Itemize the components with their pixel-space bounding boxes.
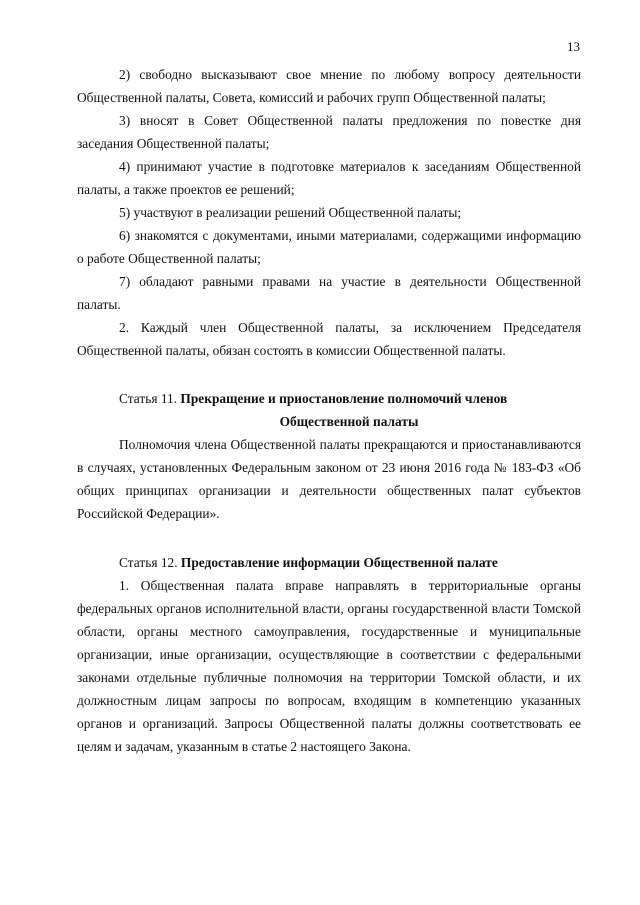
list-item-4: 4) принимают участие в подготовке материалов к заседаниям Общественной палаты, а также проектов ее решений; xyxy=(77,159,581,197)
article-11-title-line2: Общественной палаты xyxy=(279,414,419,429)
article-12-text: 1. Общественная палата вправе направлять в территориальные органы федеральных органов исполнительной власти, органы государственной власти Томской области, органы местного самоуправления, государственные и муниципальные организации, иные организации, осуществляющие в соответствии с федеральными законами отдельные публичные полномочия на территории Томской области, и их должностным лицам запросы по вопросам, входящим в компетенцию указанных органов и организаций. Запросы Общественной палаты должны соответствовать ее целям и задачам, указанным в статье 2 настоящего Закона. xyxy=(77,578,581,754)
article-11-text: Полномочия члена Общественной палаты прекращаются и приостанавливаются в случаях, установленных Федеральным законом от 23 июня 2016 года № 183-ФЗ «Об общих принципах организации и деятельности общественных палат субъектов Российской Федерации». xyxy=(77,437,581,521)
list-item-7: 7) обладают равными правами на участие в деятельности Общественной палаты. xyxy=(77,274,581,312)
list-item-5: 5) участвуют в реализации решений Общественной палаты; xyxy=(119,205,462,220)
article-11-prefix: Статья 11. xyxy=(119,391,181,406)
spacer xyxy=(77,362,581,387)
paragraph-2: 2. Каждый член Общественной палаты, за исключением Председателя Общественной палаты, обязан состоять в комиссии Общественной палаты. xyxy=(77,320,581,358)
article-12-title: Предоставление информации Общественной палате xyxy=(180,555,498,570)
spacer xyxy=(77,525,581,551)
page-number: 13 xyxy=(567,39,580,54)
list-item-3: 3) вносят в Совет Общественной палаты предложения по повестке дня заседания Общественной палаты; xyxy=(77,113,581,151)
list-item-6: 6) знакомятся с документами, иными материалами, содержащими информацию о работе Общественной палаты; xyxy=(77,228,581,266)
article-11-heading xyxy=(77,387,581,410)
article-12-prefix: Статья 12. xyxy=(119,555,181,570)
article-12-heading xyxy=(77,551,581,574)
document-body xyxy=(77,63,581,758)
list-item-2: 2) свободно высказывают свое мнение по любому вопросу деятельности Общественной палаты, Совета, комиссий и рабочих групп Общественной палаты; xyxy=(77,67,581,105)
article-11-title-line1: Прекращение и приостановление полномочий членов xyxy=(180,391,508,406)
